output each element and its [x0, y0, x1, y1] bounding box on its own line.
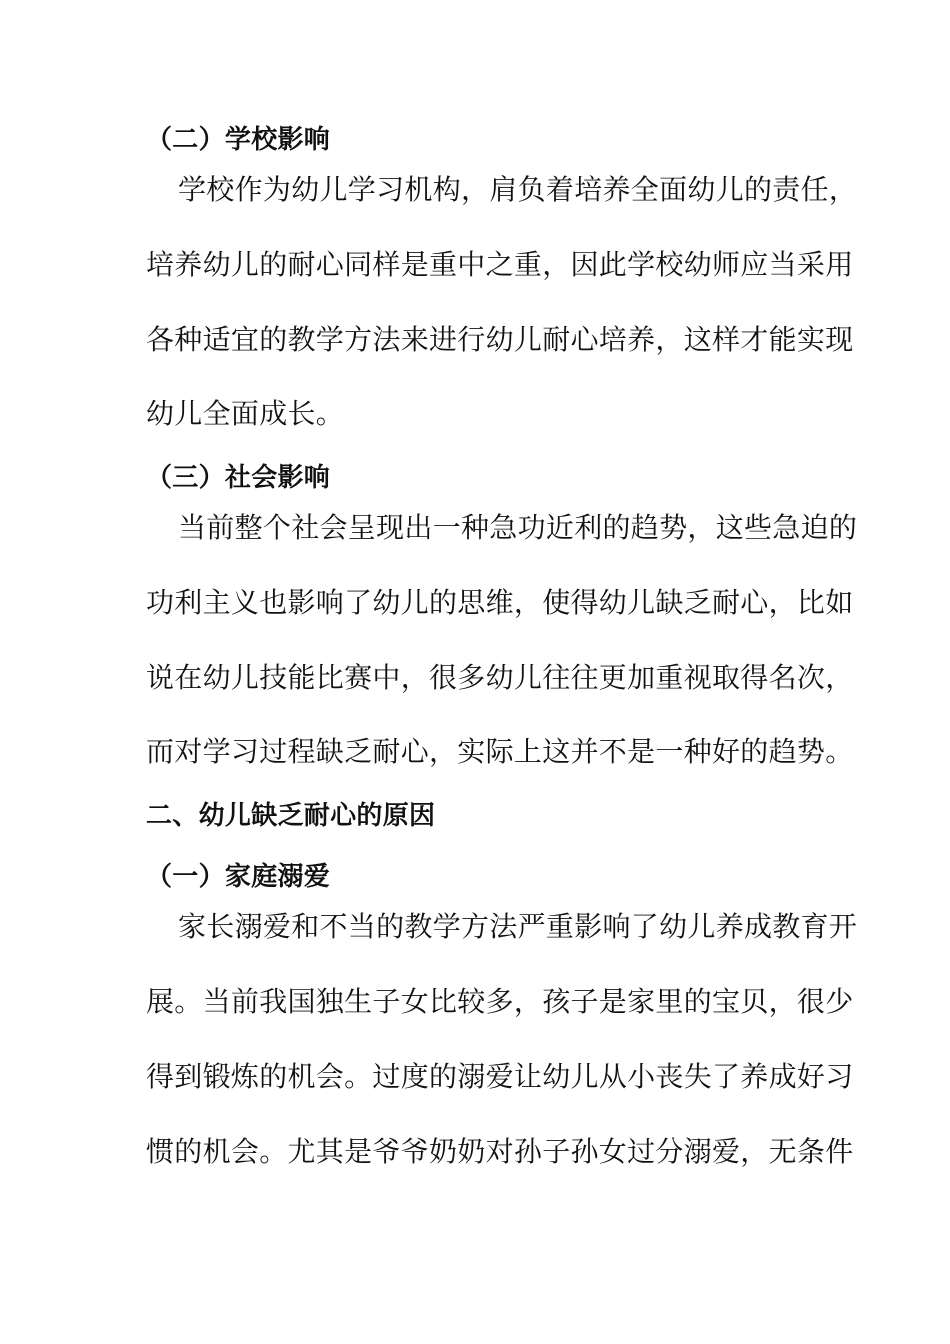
paragraph-line: 当前整个社会呈现出一种急功近利的趋势，这些急迫的 [178, 511, 858, 544]
paragraph-line: 各种适宜的教学方法来进行幼儿耐心培养，这样才能实现 [146, 323, 854, 356]
paragraph-line: 得到锻炼的机会。过度的溺爱让幼儿从小丧失了养成好习 [146, 1060, 854, 1093]
section-heading-society: （三）社会影响 [146, 463, 331, 493]
paragraph-line: 展。当前我国独生子女比较多，孩子是家里的宝贝，很少 [146, 985, 854, 1018]
paragraph-line: 而对学习过程缺乏耐心，实际上这并不是一种好的趋势。 [146, 735, 854, 768]
paragraph-line: 幼儿全面成长。 [146, 397, 345, 430]
paragraph-line: 惯的机会。尤其是爷爷奶奶对孙子孙女过分溺爱，无条件 [146, 1135, 854, 1168]
section-heading-family: （一）家庭溺爱 [146, 862, 331, 892]
section-heading-school: （二）学校影响 [146, 125, 331, 155]
chapter-heading-causes: 二、幼儿缺乏耐心的原因 [146, 801, 436, 831]
paragraph-line: 学校作为幼儿学习机构，肩负着培养全面幼儿的责任， [178, 173, 858, 206]
paragraph-line: 说在幼儿技能比赛中，很多幼儿往往更加重视取得名次， [146, 661, 854, 694]
paragraph-line: 家长溺爱和不当的教学方法严重影响了幼儿养成教育开 [178, 910, 858, 943]
paragraph-line: 功利主义也影响了幼儿的思维，使得幼儿缺乏耐心，比如 [146, 586, 854, 619]
paragraph-line: 培养幼儿的耐心同样是重中之重，因此学校幼师应当采用 [146, 248, 854, 281]
